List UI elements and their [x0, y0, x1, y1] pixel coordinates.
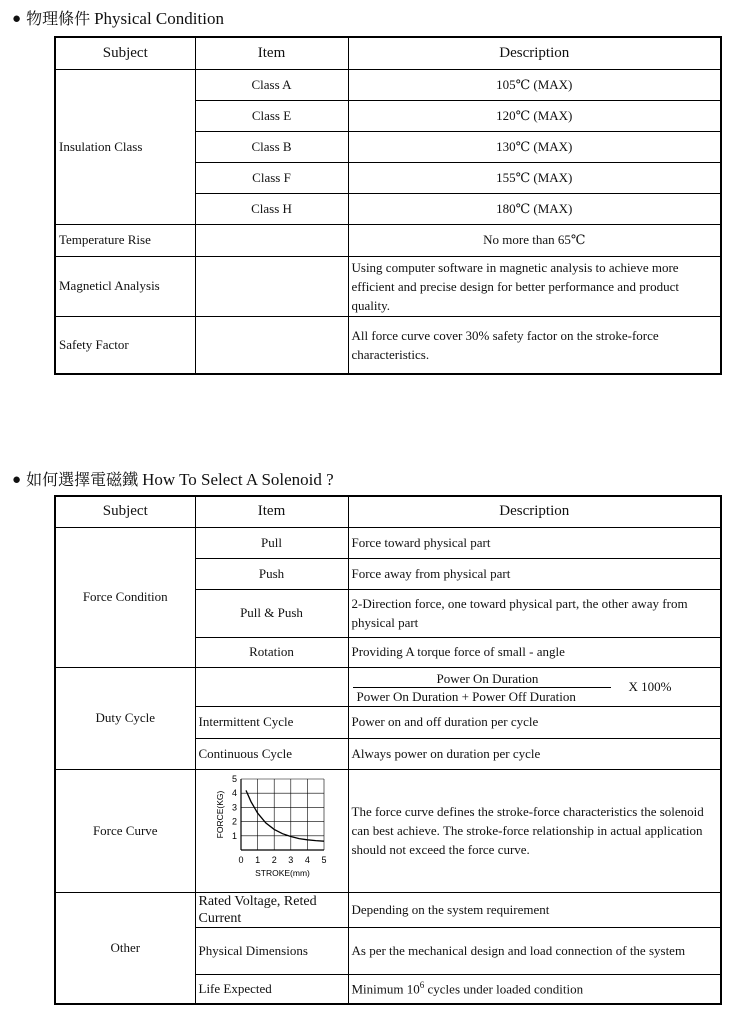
subject-other: Other: [55, 892, 195, 1004]
table-header-row: [55, 496, 721, 527]
header-item: Item: [195, 37, 348, 69]
header-description: Description: [348, 496, 721, 527]
y-axis-label: FORCE(KG): [214, 790, 225, 838]
y-tick-label: 5: [231, 773, 237, 784]
y-tick-label: 4: [231, 787, 237, 798]
physical-condition-table: [54, 36, 722, 375]
formula-denominator: Power On Duration + Power Off Duration: [356, 688, 576, 704]
item-cell-empty: [195, 256, 348, 316]
item-cell: Pull: [195, 527, 348, 558]
heading-english: Physical Condition: [94, 9, 224, 28]
item-cell: Push: [195, 558, 348, 589]
life-suffix: cycles under loaded condition: [424, 981, 584, 997]
table-header-row: [55, 37, 721, 69]
table-row: [55, 527, 721, 558]
item-cell-empty: [195, 316, 348, 374]
description-cell: Providing A torque force of small - angle: [348, 637, 721, 667]
x-tick-label: 1: [254, 854, 260, 865]
description-cell: 130℃ (MAX): [348, 131, 721, 162]
x-tick-label: 5: [320, 854, 327, 865]
item-cell-empty: [195, 667, 348, 706]
item-cell: Class E: [195, 100, 348, 131]
formula-numerator: Power On Duration: [436, 670, 539, 686]
item-cell: Life Expected: [195, 974, 348, 1004]
item-cell: Pull & Push: [195, 589, 348, 637]
x-axis-label: STROKE(mm): [254, 867, 310, 878]
y-tick-label: 1: [231, 830, 237, 841]
description-cell: 120℃ (MAX): [348, 100, 721, 131]
item-cell-empty: [195, 224, 348, 256]
x-tick-label: 3: [287, 854, 293, 865]
description-cell: As per the mechanical design and load connection of the system: [348, 927, 721, 974]
item-cell: Class H: [195, 193, 348, 224]
description-cell: All force curve cover 30% safety factor on the stroke-force characteristics.: [348, 316, 721, 374]
life-prefix: Minimum 10: [351, 981, 420, 997]
description-cell: Always power on duration per cycle: [348, 738, 721, 769]
subject-force-curve: Force Curve: [55, 769, 195, 892]
y-tick-label: 2: [231, 816, 237, 827]
description-cell: [348, 974, 721, 1004]
life-exponent: 6: [419, 980, 425, 991]
header-description: Description: [348, 37, 721, 69]
description-cell: Power on and off duration per cycle: [348, 706, 721, 738]
table-row: [55, 316, 721, 374]
table-row: [55, 769, 721, 892]
x-tick-label: 0: [237, 854, 244, 865]
heading-chinese: 如何選擇電磁鐵: [26, 470, 139, 489]
subject-temperature-rise: Temperature Rise: [55, 224, 195, 256]
table-row: [55, 256, 721, 316]
force-curve-chart: [196, 770, 346, 888]
item-cell: Intermittent Cycle: [195, 706, 348, 738]
duty-cycle-formula: [348, 667, 721, 706]
item-cell: Continuous Cycle: [195, 738, 348, 769]
subject-force-condition: Force Condition: [55, 527, 195, 667]
header-item: Item: [195, 496, 348, 527]
y-tick-label: 3: [231, 801, 237, 812]
subject-duty-cycle: Duty Cycle: [55, 667, 195, 769]
x-tick-label: 2: [271, 854, 277, 865]
item-cell: Class A: [195, 69, 348, 100]
formula-factor: X 100%: [628, 678, 672, 694]
description-cell: 2-Direction force, one toward physical part, the other away from physical part: [348, 589, 721, 637]
item-cell: Rated Voltage, Reted Current: [195, 892, 348, 927]
bullet-icon: ●: [12, 472, 22, 488]
table-row: [55, 667, 721, 706]
description-cell: Force away from physical part: [348, 558, 721, 589]
description-cell: Force toward physical part: [348, 527, 721, 558]
subject-magnetic-analysis: Magneticl Analysis: [55, 256, 195, 316]
select-solenoid-table: [54, 495, 722, 1005]
item-cell: Physical Dimensions: [195, 927, 348, 974]
subject-insulation-class: Insulation Class: [55, 69, 195, 224]
section-heading-select-solenoid: [12, 469, 334, 491]
item-cell: Rotation: [195, 637, 348, 667]
x-tick-label: 4: [304, 854, 310, 865]
table-row: [55, 224, 721, 256]
description-cell: 155℃ (MAX): [348, 162, 721, 193]
description-cell: No more than 65℃: [348, 224, 721, 256]
header-subject: Subject: [55, 37, 195, 69]
bullet-icon: ●: [12, 11, 22, 27]
subject-safety-factor: Safety Factor: [55, 316, 195, 374]
description-cell: Depending on the system requirement: [348, 892, 721, 927]
item-cell: Class F: [195, 162, 348, 193]
description-cell: Using computer software in magnetic analysis to achieve more efficient and precise design for better performance and product quality.: [348, 256, 721, 316]
description-cell: The force curve defines the stroke-force characteristics the solenoid can best achieve. The stroke-force relationship in actual application should not exceed the force curve.: [348, 769, 721, 892]
force-curve-chart-cell: [195, 769, 348, 892]
heading-chinese: 物理條件: [26, 9, 91, 28]
section-heading-physical-condition: [12, 8, 224, 30]
table-row: [55, 892, 721, 927]
header-subject: Subject: [55, 496, 195, 527]
heading-english: How To Select A Solenoid ?: [142, 470, 334, 489]
item-cell: Class B: [195, 131, 348, 162]
description-cell: 180℃ (MAX): [348, 193, 721, 224]
table-row: [55, 69, 721, 100]
fraction-bar: [353, 687, 611, 688]
description-cell: 105℃ (MAX): [348, 69, 721, 100]
